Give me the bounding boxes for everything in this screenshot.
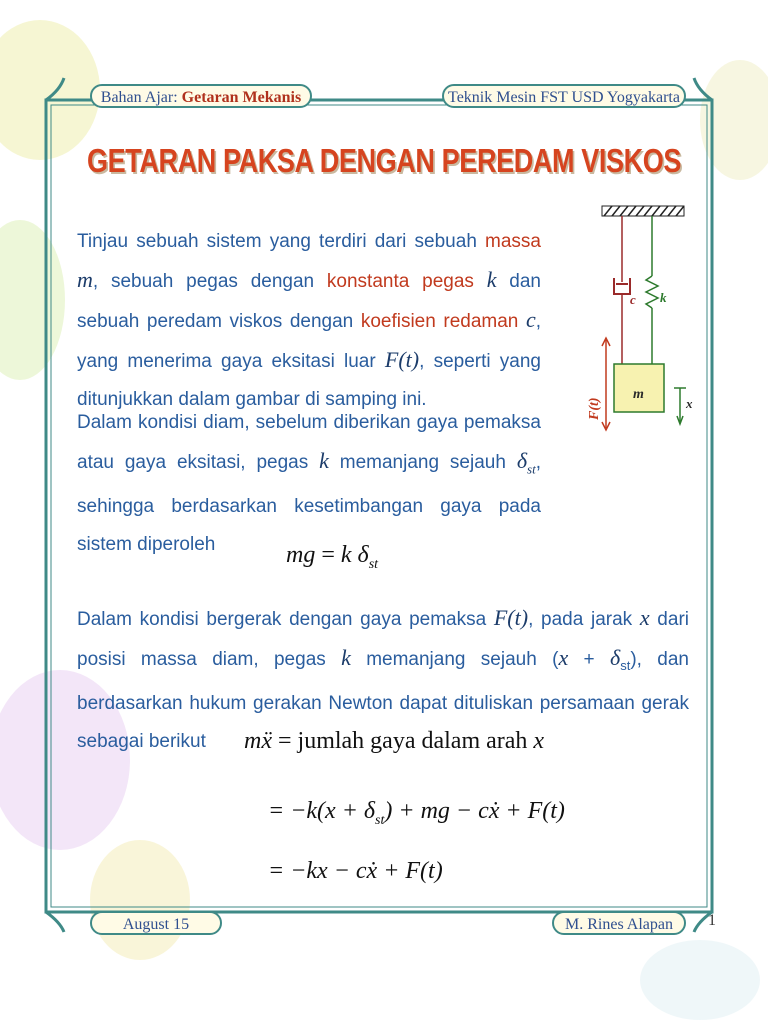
eq-text: = −kx − cẋ + F(t) [268,858,443,884]
footer-date: August 15 [122,916,190,933]
term-koefisien-redaman: koefisien redaman [360,311,519,332]
eq-x: x [533,728,545,754]
header-course-tag [90,84,312,108]
term-konstanta-pegas: konstanta pegas [326,271,474,292]
eq-rhs-text: = jumlah gaya dalam arah [271,728,534,754]
symbol-k: k [319,448,329,473]
mass-spring-damper-diagram [580,200,710,440]
equation-simplified [268,858,443,885]
footer-author: M. Rines Alapan [565,916,673,933]
subscript-st: st [527,461,536,477]
eq-k: k [340,542,352,568]
symbol-Ft: F(t) [384,347,420,372]
term-massa: massa [485,231,541,252]
text: + [568,649,610,670]
text: , sebuah pegas dengan [92,271,327,292]
header-department-text: Teknik Mesin FST USD Yogyakarta [448,89,680,106]
eq-delta: δ [351,542,369,568]
header-department-tag [442,84,686,108]
footer-author-tag [552,911,686,935]
slide-title: GETARAN PAKSA DENGAN PEREDAM VISKOS [86,142,682,179]
symbol-x: x [558,645,569,670]
damper-label: c [630,292,636,307]
symbol-delta-st [516,448,536,477]
paragraph-system-description [77,223,541,419]
symbol-c: c [525,307,536,332]
force-arrow [602,338,610,430]
text: , pada jarak [528,609,640,630]
text: ), dan berdasarkan hukum gerakan Newton dapat dituliskan persamaan gerak sebagai berikut [77,649,689,752]
symbol-delta: δ [516,448,528,473]
text: dan sebuah peredam viskos dengan [77,271,541,332]
symbol-x: x [639,605,650,630]
text: , yang menerima gaya eksitasi luar [77,311,541,372]
text: , sehingga berdasarkan kesetimbangan gaya pada sistem diperoleh [77,452,541,556]
damper [614,216,630,364]
equation-newton [244,728,544,755]
symbol-Ft: F(t) [493,605,529,630]
force-label: F(t) [587,397,602,420]
page-number: 1 [708,912,716,929]
text: Tinjau sebuah sistem yang terdiri dari sebuah [77,231,486,252]
text: dari posisi massa diam, pegas [77,609,689,670]
spring-label: k [660,290,667,305]
equation-static-equilibrium [286,542,378,573]
eq-equals: = [315,542,341,568]
spring [646,216,658,364]
header-course-prefix: Bahan Ajar: [100,89,182,106]
mass-label: m [633,387,644,402]
symbol-k: k [341,645,351,670]
eq-subscript: st [368,556,379,572]
eq-part-a: = −k(x + δ [268,798,376,824]
text: , seperti yang ditunjukkan dalam gambar di samping ini. [77,351,541,410]
header-course-title: Getaran Mekanis [181,89,302,106]
footer-date-tag [90,911,222,935]
eq-subscript: st [375,812,385,828]
subscript-st: st [620,657,631,673]
eq-lhs: mẍ [244,728,272,754]
text: Dalam kondisi bergerak dengan gaya pemaksa [77,609,494,630]
text: memanjang sejauh ( [350,649,559,670]
paragraph-static-condition [77,404,541,564]
ceiling-hatch [602,206,684,216]
equation-expanded [268,798,565,829]
eq-part-b: ) + mg − cẋ + F(t) [384,798,565,824]
symbol-m: m [77,267,93,292]
text: memanjang sejauh [328,452,517,473]
text: Dalam kondisi diam, sebelum diberikan gaya pemaksa atau gaya eksitasi, pegas [77,412,541,473]
symbol-delta: δ [609,645,621,670]
symbol-k: k [486,267,497,292]
eq-lhs: mg [286,542,316,568]
displacement-label: x [686,396,693,411]
displacement-arrow [674,388,686,424]
